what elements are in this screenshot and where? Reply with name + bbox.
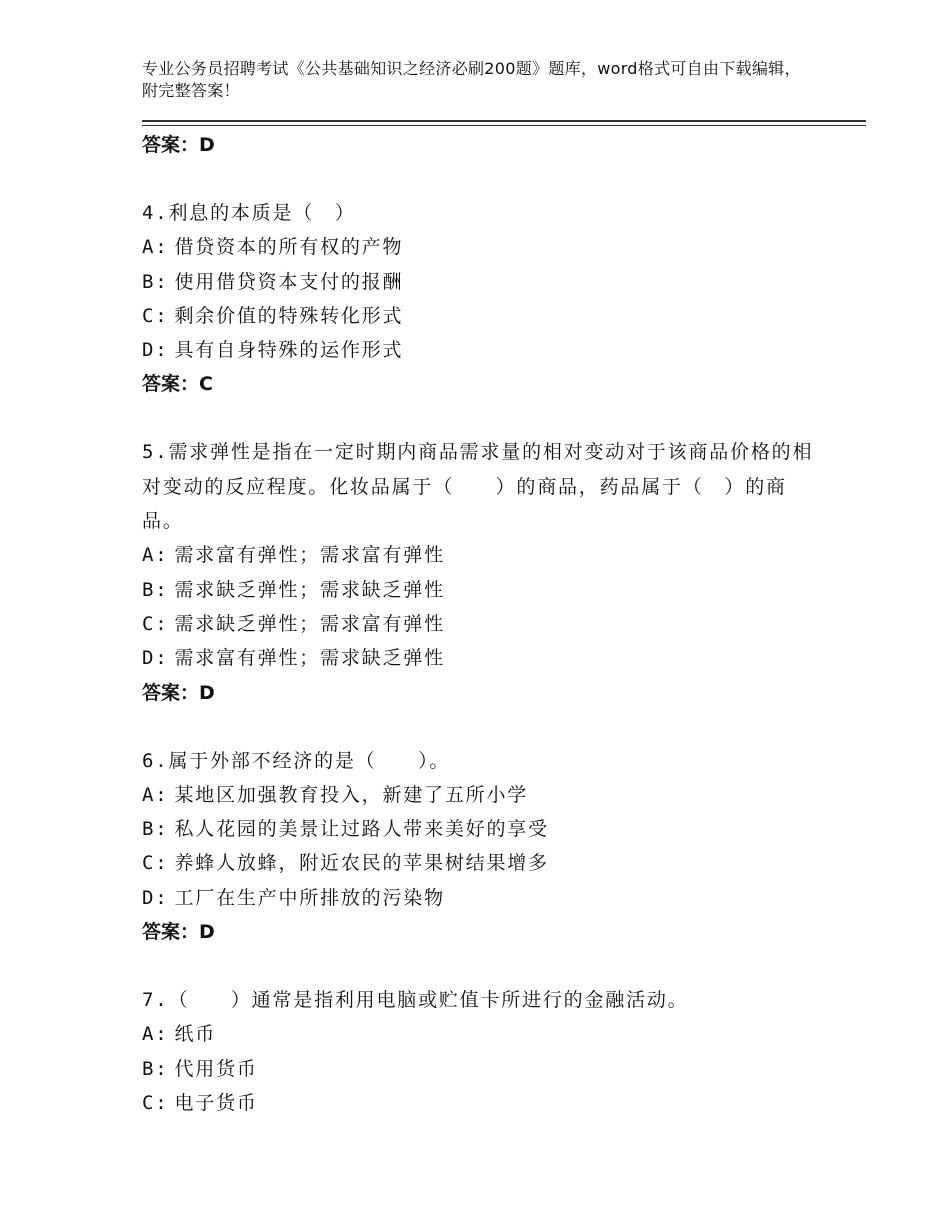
answer-line: 答案：D (142, 134, 215, 156)
header-divider-thin (142, 125, 866, 126)
option-key: D: (142, 647, 169, 670)
option-key: C: (142, 304, 169, 327)
answer-line: 答案：C (142, 373, 213, 396)
option-text: 私人花园的美景让过路人带来美好的享受 (174, 818, 549, 841)
option-text: 某地区加强教育投入，新建了五所小学 (174, 783, 529, 806)
option-text: 需求富有弹性；需求缺乏弹性 (174, 647, 445, 670)
option-key: B: (142, 270, 169, 293)
answer-line: 答案：D (142, 921, 215, 944)
option-text: 借贷资本的所有权的产物 (174, 236, 404, 259)
option-d (142, 881, 822, 915)
question-stem: 4.利息的本质是（ ） (142, 202, 356, 224)
option-c (142, 846, 822, 880)
page-header: 专业公务员招聘考试《公共基础知识之经济必刷200题》题库，word格式可自由下载编辑，附完整答案！ (142, 59, 801, 100)
document-body (142, 128, 822, 1120)
option-b (142, 812, 822, 846)
answer-line: 答案：D (142, 681, 215, 704)
option-text: 需求富有弹性；需求富有弹性 (174, 544, 445, 567)
option-key: A: (142, 1023, 169, 1046)
option-text: 需求缺乏弹性；需求富有弹性 (174, 612, 445, 635)
option-key: B: (142, 818, 169, 841)
question-stem: 7.（ ）通常是指利用电脑或贮值卡所进行的金融活动。 (142, 989, 689, 1012)
question-stem: 5.需求弹性是指在一定时期内商品需求量的相对变动对于该商品价格的相对变动的反应程度。化妆品属于（ ）的商品，药品属于（ ）的商品。 (142, 441, 814, 533)
option-text: 工厂在生产中所排放的污染物 (174, 886, 445, 909)
option-c (142, 299, 822, 333)
option-text: 电子货币 (174, 1091, 258, 1114)
option-b (142, 573, 822, 607)
option-key: C: (142, 1091, 169, 1114)
option-c (142, 607, 822, 641)
header-divider (142, 120, 866, 122)
option-text: 具有自身特殊的运作形式 (174, 339, 404, 362)
option-d (142, 641, 822, 675)
option-text: 剩余价值的特殊转化形式 (174, 304, 404, 327)
option-b (142, 1052, 822, 1086)
option-a (142, 778, 822, 812)
option-key: D: (142, 886, 169, 909)
option-text: 使用借贷资本支付的报酬 (174, 270, 404, 293)
option-text: 需求缺乏弹性；需求缺乏弹性 (174, 578, 445, 601)
option-key: B: (142, 1057, 169, 1080)
option-d (142, 333, 822, 367)
option-key: B: (142, 578, 169, 601)
option-key: D: (142, 339, 169, 362)
option-key: C: (142, 612, 169, 635)
option-a (142, 230, 822, 264)
option-key: A: (142, 544, 169, 567)
option-b (142, 265, 822, 299)
option-c (142, 1086, 822, 1120)
option-key: C: (142, 852, 169, 875)
option-key: A: (142, 236, 169, 259)
option-a (142, 1017, 822, 1051)
option-a (142, 538, 822, 572)
option-key: A: (142, 783, 169, 806)
question-stem: 6.属于外部不经济的是（ ）。 (142, 749, 451, 772)
option-text: 代用货币 (174, 1057, 258, 1080)
option-text: 纸币 (174, 1023, 217, 1046)
option-text: 养蜂人放蜂，附近农民的苹果树结果增多 (174, 852, 549, 875)
